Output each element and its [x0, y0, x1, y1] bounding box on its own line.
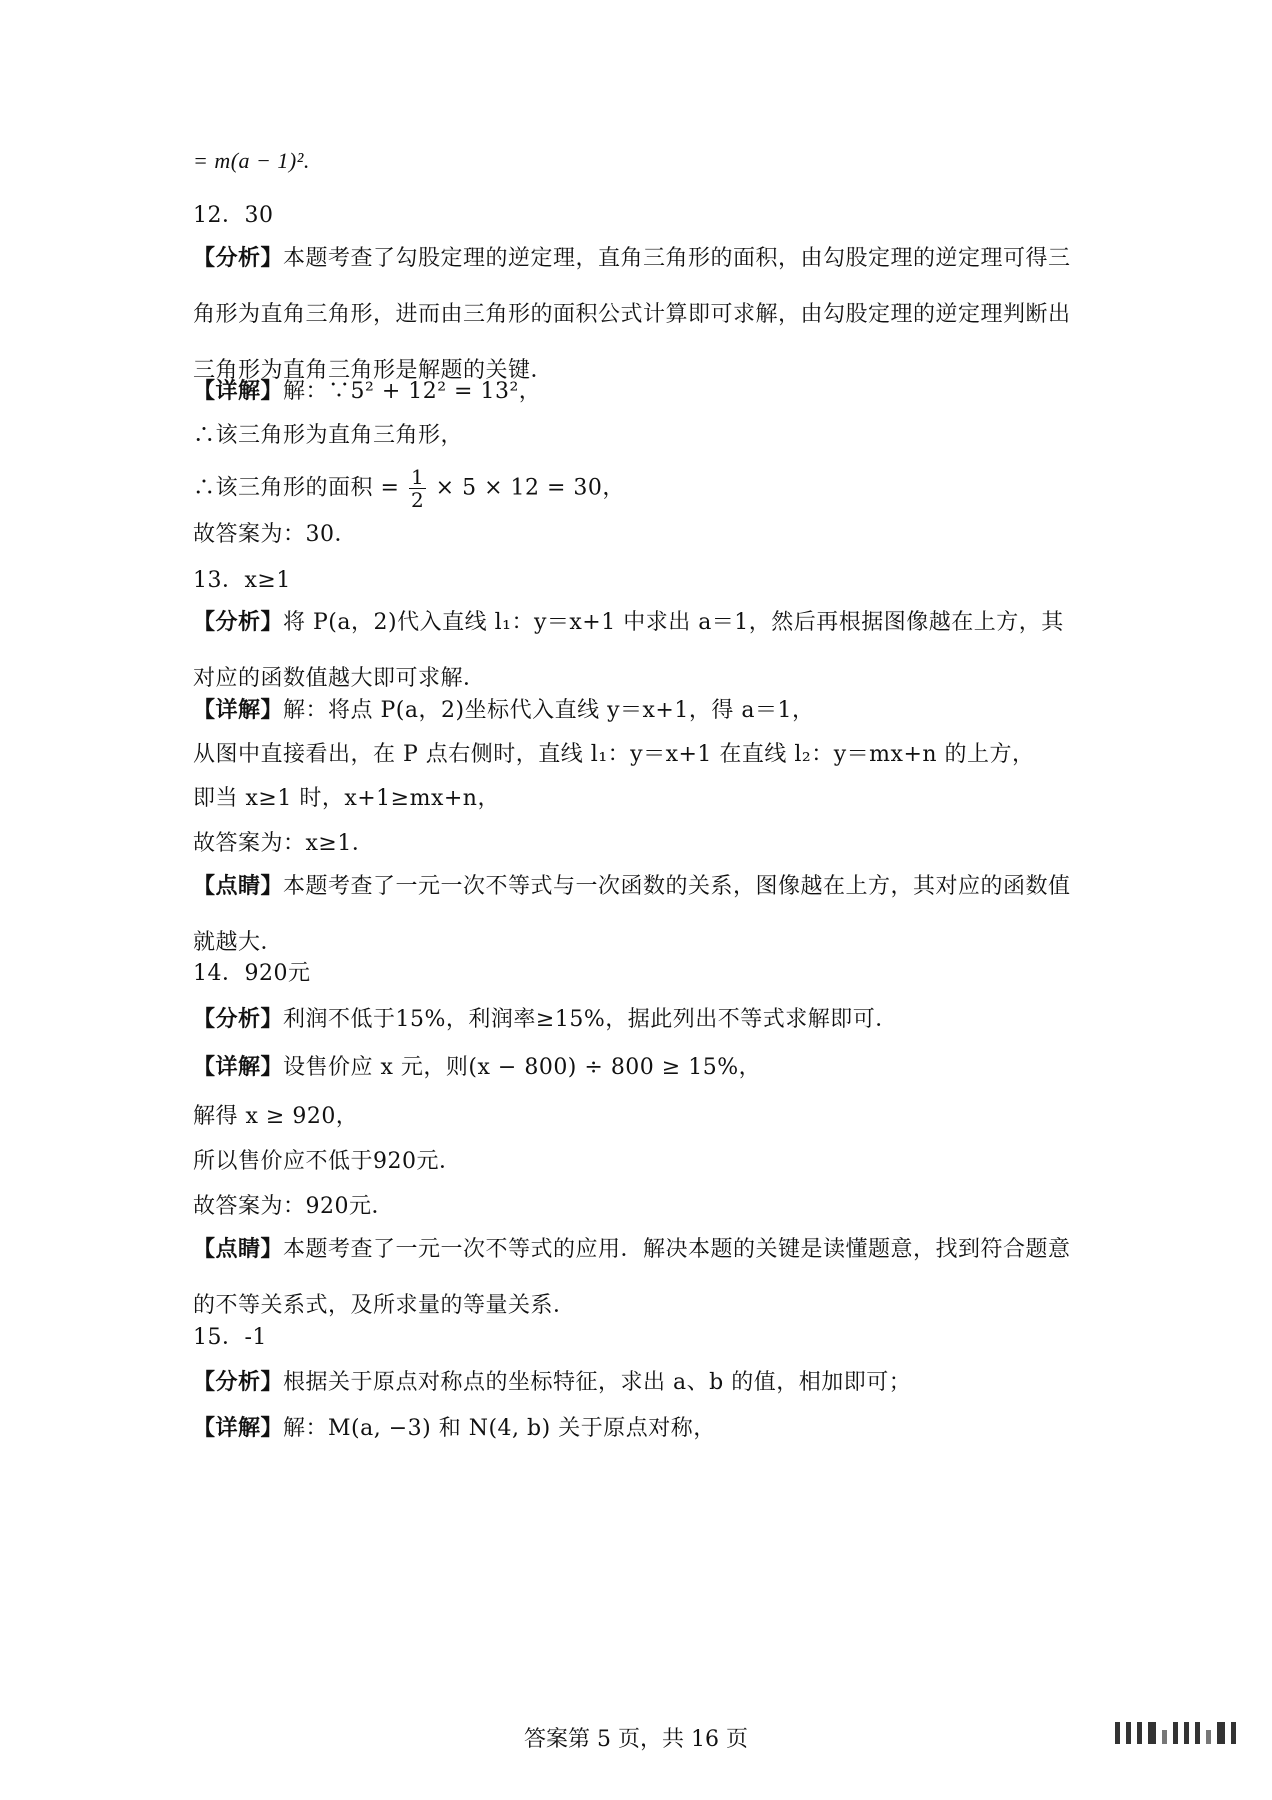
watermark-logo [1115, 1722, 1236, 1744]
detail-tag: 【详解】 [193, 1415, 284, 1441]
q12-detail [193, 376, 541, 407]
analysis-tag: 【分析】 [193, 1006, 284, 1032]
remark-tag: 【点睛】 [193, 1236, 284, 1262]
q12-step-2 [193, 466, 625, 511]
remark-tag: 【点睛】 [193, 873, 284, 899]
q13-remark [193, 858, 1073, 971]
formula-line: = m(a − 1)². [193, 148, 310, 173]
detail-tag: 【详解】 [193, 1054, 284, 1080]
q15-analysis [193, 1367, 911, 1398]
q15-detail [193, 1413, 716, 1444]
q12-step-1: ∴该三角形为直角三角形， [193, 423, 464, 448]
fraction-one-half [409, 466, 426, 511]
q14-detail [193, 1052, 761, 1083]
detail-text: 设售价应 x 元，则(x − 800) ÷ 800 ≥ 15%， [283, 1055, 762, 1080]
question-15-answer: 15．-1 [193, 1325, 267, 1350]
q13-step-2: 即当 x≥1 时，x+1≥mx+n， [193, 786, 500, 811]
remark-text: 本题考查了一元一次不等式与一次函数的关系，图像越在上方，其对应的函数值就越大． [193, 874, 1071, 955]
q13-step-1: 从图中直接看出，在 P 点右侧时，直线 l₁：y＝x+1 在直线 l₂：y＝mx+n 的上方， [193, 742, 1035, 767]
q14-step-1: 解得 x ≥ 920， [193, 1104, 359, 1129]
remark-text: 本题考查了一元一次不等式的应用．解决本题的关键是读懂题意，找到符合题意的不等关系式，及所求量的等量关系． [193, 1237, 1071, 1318]
detail-text: 解：∵5² + 12² = 13²， [283, 379, 542, 404]
detail-text: 解：将点 P(a，2)坐标代入直线 y＝x+1，得 a＝1， [283, 698, 815, 723]
q14-final-answer: 故答案为：920元． [193, 1194, 394, 1219]
page-footer: 答案第 5 页，共 16 页 [524, 1727, 748, 1752]
analysis-text: 将 P(a，2)代入直线 l₁：y＝x+1 中求出 a＝1，然后再根据图像越在上方，其对应的函数值越大即可求解． [193, 610, 1064, 691]
q12-area-result: × 5 × 12 = 30， [435, 475, 625, 501]
question-14-answer: 14．920元 [193, 961, 311, 986]
q14-analysis [193, 1004, 898, 1035]
question-13-answer: 13．x≥1 [193, 568, 291, 593]
analysis-text: 利润不低于15%，利润率≥15%，据此列出不等式求解即可． [283, 1007, 898, 1032]
q12-final-answer: 故答案为：30． [193, 522, 357, 547]
analysis-tag: 【分析】 [193, 609, 284, 635]
q12-analysis [193, 230, 1073, 399]
q12-area-label: ∴该三角形的面积 = [193, 475, 400, 501]
analysis-text: 根据关于原点对称点的坐标特征，求出 a、b 的值，相加即可； [283, 1370, 912, 1395]
q14-step-2: 所以售价应不低于920元． [193, 1149, 462, 1174]
detail-tag: 【详解】 [193, 378, 284, 404]
fraction-denominator: 2 [410, 488, 425, 512]
analysis-tag: 【分析】 [193, 1369, 284, 1395]
q13-detail [193, 695, 814, 726]
question-12-answer: 12．30 [193, 203, 274, 228]
q14-remark [193, 1221, 1073, 1334]
analysis-tag: 【分析】 [193, 245, 284, 271]
q13-analysis [193, 594, 1073, 707]
analysis-text: 本题考查了勾股定理的逆定理，直角三角形的面积，由勾股定理的逆定理可得三角形为直角三角形，进而由三角形的面积公式计算即可求解，由勾股定理的逆定理判断出三角形为直角三角形是解题的关键． [193, 246, 1071, 383]
detail-tag: 【详解】 [193, 697, 284, 723]
q13-final-answer: 故答案为：x≥1． [193, 831, 375, 856]
fraction-numerator: 1 [410, 465, 425, 489]
detail-text: 解：M(a, −3) 和 N(4, b) 关于原点对称， [283, 1416, 716, 1441]
